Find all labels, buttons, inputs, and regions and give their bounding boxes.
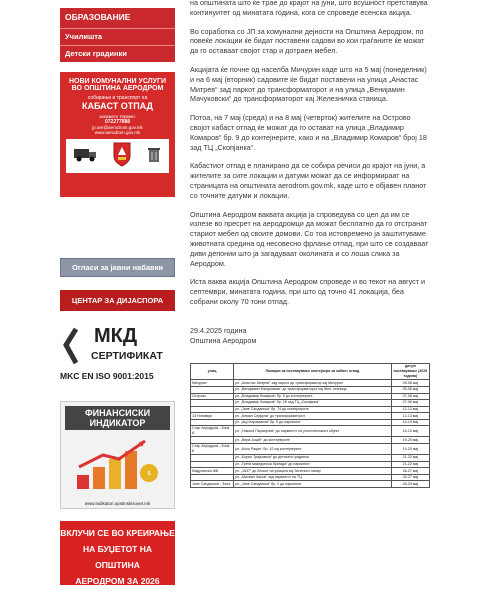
- table-cell-date: 14-15 мај: [391, 419, 429, 426]
- article-paragraph-1: на општината што ќе трае до крајот на јуни, што всушност претставува континуитет од минатата година, кога се спроведе есенска акција.: [190, 0, 428, 17]
- table-cell-area: [191, 386, 234, 393]
- table-row: [191, 380, 430, 387]
- municipality-crest-icon: [112, 141, 132, 172]
- table-cell-area: Мадуганска ЖБ: [191, 468, 234, 475]
- mkd-certificate-banner[interactable]: [60, 324, 175, 386]
- trash-bin-icon: [146, 145, 162, 168]
- banner-line4: КАБАСТ ОТПАД: [82, 101, 153, 111]
- table-cell-date: 05-06 мај: [391, 386, 429, 393]
- banner-line1: НОВИ КОМУНАЛНИ УСЛУГИ: [68, 78, 167, 85]
- fin-indicator-url: www.indikatori.opstinskisovet.mk: [84, 501, 151, 506]
- table-cell-location: ул. „Ацо Караманов“ бр. 6 до паркингот: [234, 419, 392, 426]
- mkd-cert-line2: СЕРТИФИКАТ: [91, 350, 163, 362]
- table-cell-date: 12-13 мај: [391, 413, 429, 420]
- banner-email: jp.aer@aerodrom.gov.mk: [92, 125, 143, 130]
- budget-banner[interactable]: [60, 521, 175, 602]
- schedule-table-image[interactable]: [190, 363, 430, 488]
- table-row: [191, 413, 430, 420]
- table-row: [191, 437, 430, 444]
- article-author: Општина Аеродром: [190, 335, 257, 345]
- table-cell-date: 14-15 мај: [391, 426, 429, 437]
- table-cell-area: [191, 437, 234, 444]
- article-date: 29.4.2025 година: [190, 325, 247, 335]
- banner-line3: собирање и транспорт на: [87, 95, 148, 101]
- table-cell-location: ул. „Кемал Сејфула“ до трансформаторот: [234, 413, 392, 420]
- table-row: [191, 455, 430, 462]
- table-cell-date: 19-20 мај: [391, 437, 429, 444]
- table-row: [191, 406, 430, 413]
- table-header-locations: Локации за поставување контејнери за кабаст отпад: [234, 364, 392, 380]
- budget-line1: ВКЛУЧИ СЕ ВО КРЕИРАЊЕ: [60, 528, 175, 538]
- fin-indicator-line2: ИНДИКАТОР: [89, 418, 146, 428]
- table-cell-location: ул. „Владимир Комаров“ бр. 9 до контејнерите: [234, 393, 392, 400]
- article-paragraph-3: Акцијата ќе почне од населба Мичурин каде што на 5 мај (понеделник) и на 6 мај (вторник) садовите ќе бидат поставени на улица „Анастас Митрев“ зад паркот до трансформаторот и на улица „Венијамин Мачуковски“ до трансформаторот кај Железничка станица.: [190, 64, 427, 104]
- table-row: [191, 426, 430, 437]
- table-cell-date: 21-22 мај: [391, 455, 429, 462]
- table-cell-area: Стар Аеродром - Зона А: [191, 426, 234, 437]
- table-cell-area: [191, 461, 234, 468]
- table-row: [191, 481, 430, 488]
- table-cell-area: [191, 455, 234, 462]
- table-row: [191, 419, 430, 426]
- procurement-button[interactable]: Огласи за јавни набавки: [60, 258, 175, 277]
- table-cell-date: 12-13 мај: [391, 406, 429, 413]
- table-cell-location: ул. „Трета македонска бригада“ до паркингот: [234, 461, 392, 468]
- table-row: [191, 444, 430, 455]
- financial-indicator-banner[interactable]: [60, 401, 175, 509]
- fin-indicator-line1: ФИНАНСИСКИ: [84, 408, 151, 418]
- sidebar: [60, 0, 175, 602]
- article-paragraph-6: Општина Аеродром ваквата акција ја спроведува со цел да им се излезе во пресрет на аеродромци да можат бесплатно да го отстранат стариот мебел од своите домови. Со тоа истовремено ја заштитуваме животната средина од несовесно фрлање отпад, при што се создаваат диви депонии што ја загадуваат околината и со лоша слика за Аеродром.: [190, 209, 429, 268]
- budget-line3: АЕРОДРОМ ЗА 2026 ГОДИНА: [75, 576, 160, 602]
- table-cell-area: [191, 406, 234, 413]
- table-cell-location: ул. „Михаил Чаков“ зад паркингот на ТЦ: [234, 474, 392, 481]
- table-cell-area: Јане Сандански - Зона: [191, 481, 234, 488]
- table-cell-date: 26-27 мај: [391, 468, 429, 475]
- growth-chart-icon: [73, 437, 163, 497]
- table-cell-location: ул. „Кочо Рацин“ бр. 42 кај контејнерите: [234, 444, 392, 455]
- table-cell-area: Мичурин: [191, 380, 234, 387]
- banner-line2: ВО ОПШТИНА АЕРОДРОМ: [71, 85, 164, 92]
- article-paragraph-2: Во соработка со ЈП за комунални дејности на Општина Аеродром, по повеќе локации ќе бидат поставени садови во кои граѓаните ќе можат да го оставаат својот стар и дотраен мебел.: [190, 26, 425, 56]
- table-row: [191, 461, 430, 468]
- table-header-date: датум поставување (2025 година): [391, 364, 429, 380]
- table-cell-location: ул. „Борис Трајковски“ до детската градинка: [234, 455, 392, 462]
- table-row: [191, 386, 430, 393]
- article-body: [190, 0, 430, 488]
- article-paragraph-5: Кабастиот отпад е планирано да се собира речиси до крајот на јуни, а жителите за сите локации и датуми можат да се информираат на страницата на општината aerodrom.gov.mk, каде што е објавен планот со точните датуми и локации.: [190, 161, 427, 200]
- table-cell-area: [191, 400, 234, 407]
- table-cell-area: Стар Аеродром - Зона Б: [191, 444, 234, 455]
- table-cell-date: 26-27 мај: [391, 474, 429, 481]
- table-cell-location: ул. „1637“ до блокот на улицата кај Зелениот пазар: [234, 468, 392, 475]
- sidebar-item-schools[interactable]: Училишта: [60, 28, 175, 45]
- article-paragraph-7: Иста ваква акција Општина Аеродром спроведе и во текот на август и септември, минатата година, при што од точно 41 локација, беа собрани околу 70 тони отпад.: [190, 277, 426, 306]
- table-cell-date: 05-06 мај: [391, 380, 429, 387]
- table-cell-date: 28-29 мај: [391, 481, 429, 488]
- table-cell-location: ул. „Венијамин Мачуковски“ до трансформаторот кај Жел. станица: [234, 386, 392, 393]
- table-cell-date: 21-22 мај: [391, 461, 429, 468]
- table-cell-area: Острово: [191, 393, 234, 400]
- table-cell-location: ул. „Јане Сандански“ бр. 2 до паркингот: [234, 481, 392, 488]
- table-cell-location: ул. „Јане Сандански“ бр. 74 до контејнерите: [234, 406, 392, 413]
- schedule-table: [190, 363, 430, 488]
- table-header-area: улиц: [191, 364, 234, 380]
- mkd-cert-line3: MKC EN ISO 9001:2015: [60, 371, 154, 381]
- table-cell-date: 07-08 мај: [391, 400, 429, 407]
- mkd-cert-line1: МКД: [94, 325, 138, 347]
- diaspora-button[interactable]: ЦЕНТАР ЗА ДИЈАСПОРА: [60, 290, 175, 311]
- bulky-waste-banner[interactable]: [60, 72, 175, 197]
- banner-line5: закажете термин:: [99, 114, 136, 119]
- table-cell-location: ул. „Никола Парапунов“ до паркингот на угостителскиот објект: [234, 426, 392, 437]
- banner-phone: 072277888: [104, 119, 131, 125]
- table-cell-area: [191, 419, 234, 426]
- budget-line2: НА БУЏЕТОТ НА ОПШТИНА: [82, 544, 153, 570]
- education-heading[interactable]: ОБРАЗОВАНИЕ: [60, 8, 175, 28]
- table-row: [191, 393, 430, 400]
- banner-site: www.aerodrom.gov.mk: [94, 130, 141, 135]
- table-cell-area: 13 Ноември: [191, 413, 234, 420]
- article-paragraph-4: Потоа, на 7 мај (среда) и на 8 мај (четврток) жителите на Острово својот кабаст отпад ќе можат да го остават на улица „Владимир Комаров“ бр. 9 до контејнерите, како и на „Владимир Комаров“ број 18 зад ТЦ „Скопјанка“.: [190, 113, 427, 152]
- table-row: [191, 468, 430, 475]
- sidebar-item-kindergartens[interactable]: Детски градинки: [60, 45, 175, 62]
- table-cell-date: 19-20 мај: [391, 444, 429, 455]
- table-cell-location: ул. „Анастас Митрев“ зад паркот до трансформатор кај Мичурин: [234, 380, 392, 387]
- truck-icon: [73, 146, 99, 167]
- table-row: [191, 400, 430, 407]
- table-cell-date: 07-08 мај: [391, 393, 429, 400]
- svg-text:$: $: [147, 471, 151, 477]
- table-cell-location: ул. „Вера Јоцић“ до контејнерите: [234, 437, 392, 444]
- table-cell-location: ул. „Владимир Комаров“ бр. 18 зад ТЦ „Скопјанка“: [234, 400, 392, 407]
- certificate-check-icon: [62, 327, 82, 370]
